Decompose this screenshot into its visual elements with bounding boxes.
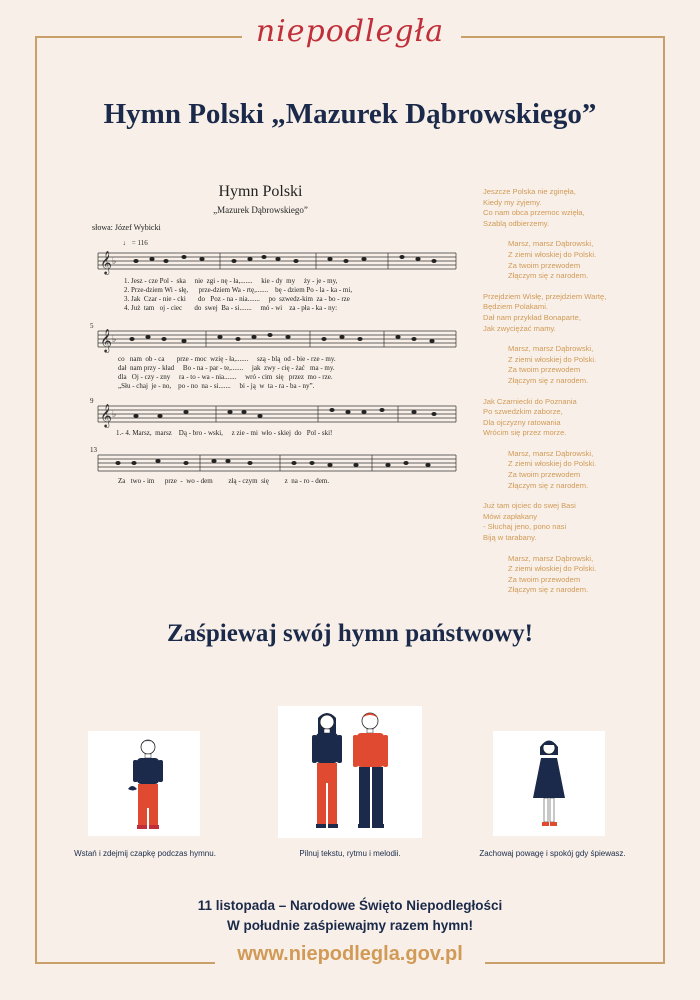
lyrics-line: - Słuchaj jeno, pono nasi [483,522,567,532]
lyrics-line: Wrócim się przez morze. [483,428,567,438]
lyrics-line: Co nam obca przemoc wzięła, [483,208,585,218]
lyrics-line: Za twoim przewodem [508,574,581,584]
illustration-man-cap [88,731,200,836]
lyrics-line: Złączym się z narodem. [508,585,589,595]
verse-stanza [483,397,663,439]
lyrics-line: Przejdziem Wisłę, przejdziem Wartę, [483,291,607,301]
tip-caption-1: Wstań i zdejmij czapkę podczas hymnu. [74,849,216,858]
score-lyrics-line: 3. Jak Czar - nie - cki do Poz - na - nia....... po szwedz-kim za - bo - rze [124,295,350,303]
lyrics-line: Mówi zapłakany [483,511,538,521]
svg-text:𝄞: 𝄞 [100,252,112,274]
svg-text:♭: ♭ [112,334,117,344]
man-holding-cap-illustration [88,731,200,836]
verse-stanza [483,501,663,543]
verse-stanza [483,292,663,334]
frame-right [663,36,665,964]
tip-caption-3: Zachowaj powagę i spokój gdy śpiewasz. [479,849,626,858]
refrain-stanza [483,449,663,491]
anthem-lyrics [483,187,663,606]
svg-text:♭: ♭ [112,409,117,419]
lyrics-line: Marsz, marsz Dąbrowski, [508,553,594,563]
score-lyricist: słowa: Józef Wybicki [92,223,161,232]
holiday-line: 11 listopada – Narodowe Święto Niepodległości [197,898,503,913]
call-to-action: Zaśpiewaj swój hymn państwowy! [166,620,533,647]
lyrics-line: Złączym się z narodem. [508,271,589,281]
score-title: Hymn Polski [218,183,303,200]
lyrics-line: Złączym się z narodem. [508,480,589,490]
svg-text:𝄞: 𝄞 [100,405,112,427]
niepodlegla-logo: niepodległa [255,14,445,49]
lyrics-line: Po szwedzkim zaborze, [483,407,563,417]
measure-number: 5 [90,322,94,330]
score-lyrics-line: co nam ob - ca prze - moc wzię - ła,....... szą - blą od - bie - rze - my. [118,355,336,363]
staff-3 [88,400,458,430]
girl-standing-illustration [493,731,605,836]
score-lyrics-line: 4. Już tam oj - ciec do swej Ba - si....... mó - wi za - pła - ka - ny: [124,304,338,312]
lyrics-line: Za twoim przewodem [508,365,581,375]
illustration-girl [493,731,605,836]
lyrics-line: Z ziemi włoskiej do Polski. [508,354,597,364]
lyrics-line: Jak zwyciężać mamy. [483,323,556,333]
measure-number: 13 [90,446,97,454]
sheet-music [88,183,468,493]
refrain-stanza [483,239,663,281]
staff-2 [88,325,458,355]
staff-4 [88,449,458,479]
lyrics-line: Szablą odbierzemy. [483,218,550,228]
score-lyrics-line: 1. Jesz - cze Pol - ska nie zgi - nę - ła,....... kie - dy my ży - je - my, [124,277,338,285]
lyrics-line: Biją w tarabany. [483,533,537,543]
lyrics-line: Marsz, marsz Dąbrowski, [508,239,594,249]
lyrics-line: Dał nam przykład Bonaparte, [483,312,581,322]
lyrics-line: Już tam ojciec do swej Basi [483,501,576,511]
score-lyrics-line: 1.- 4. Marsz, marsz Dą - bro - wski, z zie - mi wło - skiej do Pol - ski! [116,429,333,437]
score-lyrics-line: Za two - im prze - wo - dem złą - czym się z na - ro - dem. [118,477,330,485]
lyrics-line: Jak Czarniecki do Poznania [483,396,577,406]
page-title: Hymn Polski „Mazurek Dąbrowskiego” [103,98,597,130]
score-lyrics-line: 2. Prze-dziem Wi - słę, prze-dziem Wa - rtę,....... bę - dziem Po - la - ka - mi, [124,286,353,294]
couple-singing-illustration [278,706,422,838]
lyrics-line: Kiedy my żyjemy. [483,197,542,207]
lyrics-line: Za twoim przewodem [508,260,581,270]
svg-text:♭: ♭ [112,256,117,266]
lyrics-line: Za twoim przewodem [508,470,581,480]
measure-number: 9 [90,397,94,405]
score-lyrics-line: dla Oj - czy - zny ra - to - wa - nia....... wró - cim się przez mo - rze. [118,373,333,381]
score-subtitle: „Mazurek Dąbrowskiego” [213,205,308,215]
lyrics-line: Z ziemi włoskiej do Polski. [508,459,597,469]
sing-together-line: W południe zaśpiewajmy razem hymn! [226,918,474,933]
website-link[interactable]: www.niepodlegla.gov.pl [237,943,463,965]
tip-caption-2: Pilnuj tekstu, rytmu i melodii. [299,849,401,858]
score-lyrics-line: „Słu - chaj je - no, po - no na - si....... bi - ją w ta - ra - ba - ny”. [118,382,315,390]
refrain-stanza [483,344,663,386]
score-tempo: ♩ = 116 [123,239,148,247]
lyrics-line: Z ziemi włoskiej do Polski. [508,564,597,574]
lyrics-line: Złączym się z narodem. [508,375,589,385]
lyrics-line: Będziem Polakami. [483,302,548,312]
verse-stanza [483,187,663,229]
staff-1 [88,247,458,277]
svg-text:𝄞: 𝄞 [100,330,112,352]
refrain-stanza [483,554,663,596]
illustration-couple [278,706,422,838]
score-lyrics-line: dał nam przy - kład Bo - na - par - te,....... jak zwy - cię - żać ma - my. [118,364,335,372]
lyrics-line: Z ziemi włoskiej do Polski. [508,249,597,259]
lyrics-line: Marsz, marsz Dąbrowski, [508,344,594,354]
lyrics-line: Jeszcze Polska nie zginęła, [483,187,576,196]
frame-left [35,36,37,964]
lyrics-line: Marsz, marsz Dąbrowski, [508,448,594,458]
lyrics-line: Dla ojczyzny ratowania [483,417,561,427]
